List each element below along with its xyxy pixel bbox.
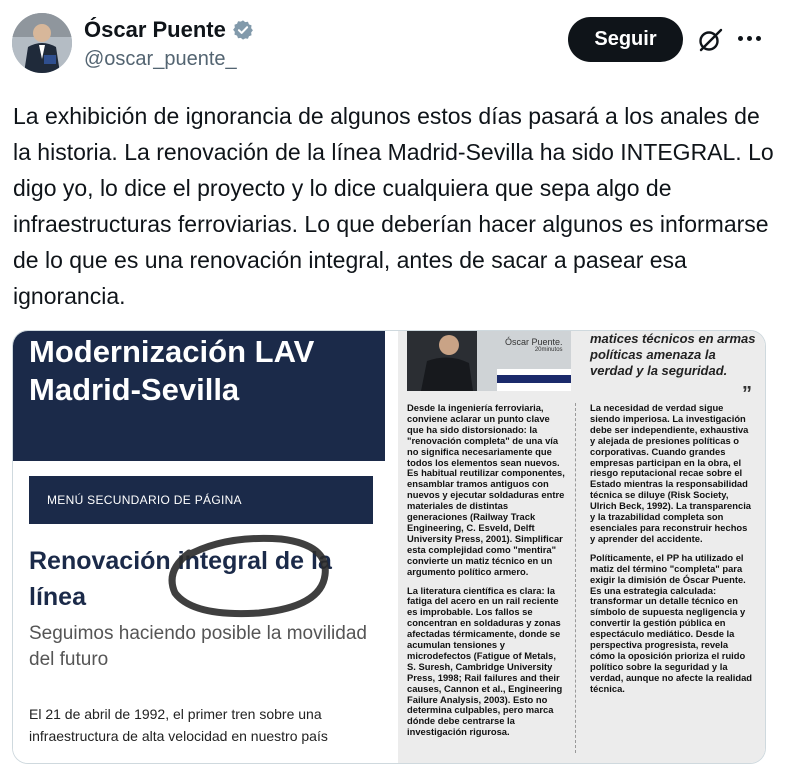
article-paragraph: La necesidad de verdad sigue siendo imperiosa. La investigación debe ser independiente, exhaustiva y alejada de presiones políticas o corporativas. Cuando grandes empresas participan en la obra, el riesgo reputacional recae sobre el Estado mientras la responsabilidad técnica se diluye (Risk Society, Ulrich Beck, 1992). La transparencia y la trazabilidad completa son esenciales para reconstruir hechos y aprender del accidente. xyxy=(590,402,752,544)
article-paragraph: Desde la ingeniería ferroviaria, conviene aclarar un punto clave que ha sido distorsionado: la "renovación completa" de una vía no significa necesariamente que todos los elementos sean nuevos. Es habitual reutilizar componentes, ensamblar tramos antiguos con nuevos y ejecutar soldaduras entre materiales de distintas generaciones (Railway Track Engineering, C. Esveld, Delft University Press, 2001). Simplificar esta complejidad como "mentira" convierte un matiz técnico en un argumento político armero. xyxy=(407,402,565,577)
follow-button[interactable]: Seguir xyxy=(568,17,683,62)
newspaper-clipping xyxy=(398,331,765,763)
more-options-icon[interactable] xyxy=(738,36,761,41)
photo-caption xyxy=(505,337,563,353)
author-handle[interactable]: @oscar_puente_ xyxy=(84,48,237,70)
article-column-right xyxy=(590,403,755,703)
website-screenshot xyxy=(13,331,398,763)
photo-caption-source: 20minutos xyxy=(534,347,563,353)
site-header xyxy=(13,331,385,461)
photo-caption-text: Óscar Puente. xyxy=(505,337,563,347)
quote-marks-icon: ” xyxy=(742,383,752,405)
article-paragraph: La literatura científica es clara: la fatiga del acero en un rail reciente es improbable. Los fallos se concentran en soldaduras y zonas afectadas térmicamente, donde se acumulan tensiones y microdefectos (Fatigue of Metals, S. Suresh, Cambridge University Press, 1998; Rail failures and their causes, Cannon et al., Engineering Failure Analysis, 2003). Esto no determina culpables, pero marca dónde debe centrarse la investigación rigurosa. xyxy=(407,584,563,738)
article-column-left xyxy=(407,403,567,746)
avatar[interactable] xyxy=(12,13,72,73)
article-paragraph: Políticamente, el PP ha utilizado el matiz del término "completa" para exigir la dimisión de Óscar Puente. Es una estrategia calculada: transformar un detalle técnico en símbolo de supuesta negligencia y convertir la gestión pública en espectáculo mediático. Desde la perspectiva progresista, revela cómo la oposición prioriza el ruido político sobre la seguridad y la verdad, aunque no afecte la realidad técnica. xyxy=(590,551,753,694)
site-title: Modernización LAV Madrid-Sevilla xyxy=(29,334,315,407)
tweet-text: La exhibición de ignorancia de algunos estos días pasará a los anales de la historia. La renovación de la línea Madrid-Sevilla ha sido INTEGRAL. Lo digo yo, lo dice el proyecto y lo dice cualquiera que sepa algo de infraestructuras ferroviarias. Lo que deberían hacer algunos es informarse de lo que es una renovación integral, antes de sacar a pasear esa ignorancia. xyxy=(13,103,774,309)
news-photo xyxy=(407,331,571,391)
pull-quote: matices técnicos en armas políticas amenaza la verdad y la seguridad. xyxy=(590,331,756,378)
site-submenu: MENÚ SECUNDARIO DE PÁGINA xyxy=(29,476,373,524)
page-body-text: El 21 de abril de 1992, el primer tren sobre una infraestructura de alta velocidad en nuestro país xyxy=(29,706,328,744)
more-dot xyxy=(747,36,752,41)
more-dot xyxy=(756,36,761,41)
page-subheading: Seguimos haciendo posible la movilidad del futuro xyxy=(29,623,367,670)
page-heading: Renovación integral de la línea xyxy=(29,547,332,611)
grok-icon[interactable] xyxy=(697,27,723,53)
tweet-media-image[interactable] xyxy=(12,330,766,764)
hand-drawn-circle-annotation xyxy=(163,531,331,619)
more-dot xyxy=(738,36,743,41)
author-name[interactable]: Óscar Puente xyxy=(84,17,226,42)
author-name-row xyxy=(84,17,254,43)
verified-badge-icon xyxy=(232,19,254,41)
column-divider xyxy=(575,403,576,753)
